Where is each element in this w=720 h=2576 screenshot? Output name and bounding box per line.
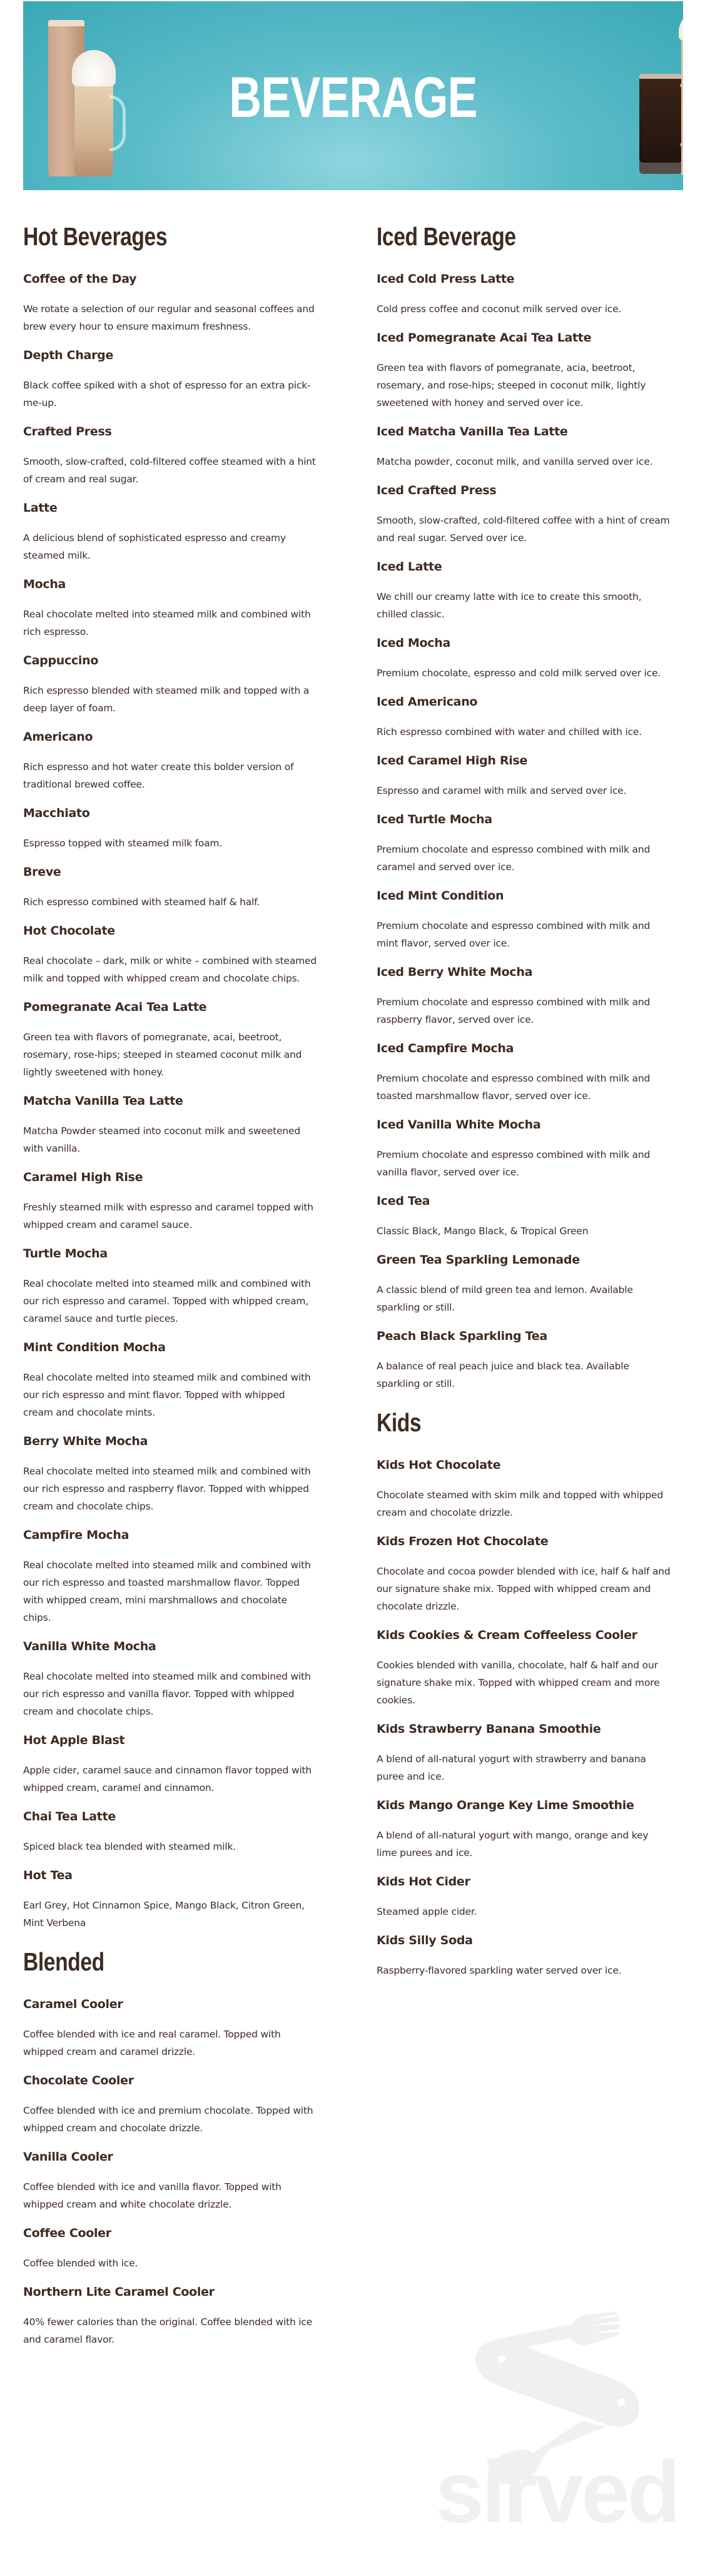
item-name: Hot Chocolate <box>23 924 115 938</box>
item-name: Berry White Mocha <box>23 1434 148 1449</box>
menu-item <box>377 1798 696 1862</box>
menu-item <box>23 923 336 987</box>
item-name: Iced Tea <box>377 1194 430 1209</box>
item-description: Rich espresso and hot water create this bolder version of traditional brewed coffee. <box>23 761 294 791</box>
item-description: A delicious blend of sophisticated espresso and creamy steamed milk. <box>23 532 286 562</box>
item-description: Matcha Powder steamed into coconut milk and sweetened with vanilla. <box>23 1125 300 1155</box>
item-name: Macchiato <box>23 806 90 821</box>
menu-item <box>377 965 696 1028</box>
item-name: Iced Turtle Mocha <box>377 813 492 827</box>
hot-items-list <box>23 271 336 1932</box>
menu-item <box>23 1639 336 1720</box>
menu-item <box>377 559 696 623</box>
item-description: Premium chocolate and espresso combined with milk and mint flavor, served over ice. <box>377 920 651 950</box>
item-name: Depth Charge <box>23 348 114 363</box>
menu-item <box>23 1434 336 1515</box>
item-name: Americano <box>23 730 93 744</box>
kids-items-list <box>377 1458 696 1979</box>
section-title: Kids <box>377 1408 422 1438</box>
item-description: Rich espresso combined with water and chilled with ice. <box>377 726 642 738</box>
item-description: Chocolate and cocoa powder blended with ice, half & half and our signature shake mix. Topped with whipped cream and chocolate drizzle. <box>377 1566 671 1613</box>
item-name: Iced Mint Condition <box>377 889 504 903</box>
item-description: Rich espresso blended with steamed milk and topped with a deep layer of foam. <box>23 685 310 714</box>
item-description: Cold press coffee and coconut milk served over ice. <box>377 303 622 315</box>
item-description: Premium chocolate and espresso combined with milk and vanilla flavor, served over ice. <box>377 1149 651 1179</box>
section-title: Iced Beverage <box>377 222 516 251</box>
item-name: Iced Berry White Mocha <box>377 965 533 980</box>
item-description: Real chocolate melted into steamed milk and combined with our rich espresso and toasted marshmallow flavor. Topped with whipped cream, mini marshmallows and chocolate chips. <box>23 1559 311 1624</box>
menu-item <box>377 1194 696 1240</box>
item-name: Latte <box>23 501 58 515</box>
item-description: Earl Grey, Hot Cinnamon Spice, Mango Black, Citron Green, Mint Verbena <box>23 1900 305 1929</box>
menu-item <box>23 2073 336 2137</box>
item-name: Vanilla White Mocha <box>23 1640 156 1654</box>
item-name: Iced Cold Press Latte <box>377 272 515 287</box>
item-name: Kids Hot Chocolate <box>377 1458 501 1473</box>
menu-item <box>23 1093 336 1157</box>
item-description: Coffee blended with ice. <box>23 2258 138 2269</box>
item-description: A balance of real peach juice and black tea. Available sparkling or still. <box>377 1361 629 1390</box>
item-name: Iced Matcha Vanilla Tea Latte <box>377 425 568 439</box>
right-column <box>377 223 696 1992</box>
item-name: Hot Apple Blast <box>23 1733 125 1748</box>
menu-item <box>377 1252 696 1316</box>
item-name: Campfire Mocha <box>23 1528 129 1543</box>
item-description: Coffee blended with ice and premium chocolate. Topped with whipped cream and chocolate drizzle. <box>23 2105 313 2134</box>
item-description: Premium chocolate and espresso combined with milk and raspberry flavor, served over ice. <box>377 996 651 1026</box>
menu-item <box>23 1809 336 1855</box>
menu-item <box>23 1170 336 1234</box>
item-name: Matcha Vanilla Tea Latte <box>23 1094 183 1108</box>
item-name: Iced Crafted Press <box>377 484 497 498</box>
item-name: Mocha <box>23 577 66 592</box>
item-name: Iced Americano <box>377 695 478 709</box>
menu-item <box>23 424 336 488</box>
item-name: Crafted Press <box>23 425 112 439</box>
menu-item <box>23 729 336 793</box>
item-name: Kids Cookies & Cream Coffeeless Cooler <box>377 1628 637 1643</box>
item-name: Caramel Cooler <box>23 1997 123 2012</box>
item-description: Apple cider, caramel sauce and cinnamon flavor topped with whipped cream, caramel and cinnamon. <box>23 1765 312 1794</box>
item-description: Green tea with flavors of pomegranate, acia, beetroot, rosemary, and rose-hips; steeped in coconut milk, lightly sweetened with honey and served over ice. <box>377 362 646 409</box>
menu-item <box>377 1041 696 1105</box>
item-description: 40% fewer calories than the original. Coffee blended with ice and caramel flavor. <box>23 2316 313 2346</box>
menu-item <box>377 1722 696 1785</box>
item-description: Premium chocolate and espresso combined with milk and caramel and served over ice. <box>377 844 651 873</box>
section-title: Blended <box>23 1947 104 1977</box>
item-description: Spiced black tea blended with steamed milk. <box>23 1841 236 1853</box>
section-blended <box>23 1948 336 2348</box>
blended-items-list <box>23 1997 336 2348</box>
item-description: Black coffee spiked with a shot of espresso for an extra pick-me-up. <box>23 380 311 409</box>
item-name: Hot Tea <box>23 1869 73 1883</box>
iced-items-list <box>377 271 696 1392</box>
left-column <box>23 223 336 2361</box>
item-description: Steamed apple cider. <box>377 1906 477 1918</box>
menu-item <box>23 2284 336 2348</box>
item-description: Matcha powder, coconut milk, and vanilla served over ice. <box>377 456 653 468</box>
item-description: Real chocolate melted into steamed milk and combined with our rich espresso and mint flavor. Topped with whipped cream and chocolate mints. <box>23 1372 311 1419</box>
item-name: Coffee Cooler <box>23 2226 111 2241</box>
menu-item <box>23 348 336 412</box>
menu-item <box>23 1340 336 1421</box>
menu-item <box>377 1329 696 1392</box>
item-name: Iced Campfire Mocha <box>377 1042 514 1056</box>
item-description: Raspberry-flavored sparkling water served over ice. <box>377 1965 622 1977</box>
item-name: Cappuccino <box>23 654 99 668</box>
menu-item <box>23 1246 336 1327</box>
item-description: Green tea with flavors of pomegranate, acai, beetroot, rosemary, rose-hips; steeped in steamed coconut milk and lightly sweetened with honey. <box>23 1032 302 1078</box>
menu-item <box>377 888 696 952</box>
beverage-banner <box>23 1 683 190</box>
menu-item <box>377 694 696 741</box>
item-description: Real chocolate – dark, milk or white – combined with steamed milk and topped with whipped cream and chocolate chips. <box>23 955 317 985</box>
item-name: Iced Pomegranate Acai Tea Latte <box>377 331 592 345</box>
item-name: Green Tea Sparkling Lemonade <box>377 1253 580 1267</box>
item-description: Classic Black, Mango Black, & Tropical Green <box>377 1225 589 1237</box>
item-name: Breve <box>23 865 61 880</box>
item-description: Premium chocolate, espresso and cold milk served over ice. <box>377 667 661 679</box>
menu-item <box>23 865 336 911</box>
menu-item <box>377 1534 696 1615</box>
menu-item <box>377 812 696 876</box>
menu-item <box>377 1933 696 1979</box>
menu-item <box>377 330 696 412</box>
item-name: Kids Mango Orange Key Lime Smoothie <box>377 1798 634 1813</box>
menu-item <box>377 1458 696 1521</box>
menu-item <box>23 1733 336 1797</box>
banner-title: BEVERAGE <box>229 66 477 129</box>
item-name: Kids Hot Cider <box>377 1875 470 1889</box>
item-name: Iced Caramel High Rise <box>377 754 528 768</box>
item-description: Cookies blended with vanilla, chocolate, half & half and our signature shake mix. Topped with whipped cream and more cookies. <box>377 1660 660 1706</box>
item-description: Espresso and caramel with milk and served over ice. <box>377 785 627 797</box>
menu-item <box>377 636 696 682</box>
menu-item <box>377 1117 696 1181</box>
item-name: Caramel High Rise <box>23 1170 143 1185</box>
menu-item <box>23 806 336 852</box>
item-description: Premium chocolate and espresso combined with milk and toasted marshmallow flavor, served over ice. <box>377 1073 651 1102</box>
menu-item <box>377 1874 696 1920</box>
item-name: Kids Strawberry Banana Smoothie <box>377 1722 601 1737</box>
menu-item <box>23 1868 336 1932</box>
item-name: Iced Latte <box>377 560 442 574</box>
menu-item <box>377 1628 696 1709</box>
caramel-frappe-glass-image <box>681 36 683 176</box>
item-description: Real chocolate melted into steamed milk and combined with rich espresso. <box>23 609 311 638</box>
item-description: We rotate a selection of our regular and seasonal coffees and brew every hour to ensure maximum freshness. <box>23 303 315 333</box>
item-name: Vanilla Cooler <box>23 2150 113 2164</box>
item-description: Coffee blended with ice and real caramel. Topped with whipped cream and caramel drizzle. <box>23 2029 281 2058</box>
item-name: Chocolate Cooler <box>23 2074 134 2088</box>
item-description: Rich espresso combined with steamed half & half. <box>23 896 260 908</box>
item-name: Northern Lite Caramel Cooler <box>23 2285 215 2300</box>
menu-item <box>23 1997 336 2061</box>
section-kids <box>377 1409 696 1979</box>
item-name: Coffee of the Day <box>23 272 137 287</box>
item-name: Chai Tea Latte <box>23 1810 116 1824</box>
menu-item <box>377 483 696 547</box>
item-name: Iced Vanilla White Mocha <box>377 1118 541 1132</box>
item-description: A classic blend of mild green tea and lemon. Available sparkling or still. <box>377 1284 633 1314</box>
menu-item <box>23 577 336 641</box>
sirved-watermark <box>400 2277 713 2540</box>
menu-item <box>23 271 336 335</box>
item-description: Smooth, slow-crafted, cold-filtered coffee steamed with a hint of cream and real sugar. <box>23 456 316 485</box>
section-title: Hot Beverages <box>23 222 168 251</box>
menu-item <box>23 1000 336 1081</box>
menu-item <box>23 2149 336 2213</box>
menu-item <box>23 2226 336 2272</box>
menu-item <box>377 753 696 799</box>
item-description: A blend of all-natural yogurt with strawberry and banana puree and ice. <box>377 1753 646 1783</box>
menu-item <box>377 424 696 470</box>
item-description: Smooth, slow-crafted, cold-filtered coffee with a hint of cream and real sugar. Served over ice. <box>377 515 670 544</box>
menu-item <box>23 1528 336 1626</box>
item-description: Real chocolate melted into steamed milk and combined with our rich espresso and raspberry flavor. Topped with whipped cream and chocolate chips. <box>23 1466 311 1513</box>
item-name: Mint Condition Mocha <box>23 1341 166 1355</box>
item-description: Espresso topped with steamed milk foam. <box>23 838 223 849</box>
item-description: Coffee blended with ice and vanilla flavor. Topped with whipped cream and white chocolate drizzle. <box>23 2181 281 2211</box>
item-name: Turtle Mocha <box>23 1247 108 1261</box>
item-description: We chill our creamy latte with ice to create this smooth, chilled classic. <box>377 591 642 621</box>
section-iced-beverage <box>377 223 696 1392</box>
menu-item <box>23 653 336 717</box>
item-name: Peach Black Sparkling Tea <box>377 1329 547 1344</box>
item-name: Kids Frozen Hot Chocolate <box>377 1534 549 1549</box>
item-description: Freshly steamed milk with espresso and caramel topped with whipped cream and caramel sauce. <box>23 1202 313 1231</box>
black-coffee-mug-image <box>639 74 682 174</box>
item-name: Iced Mocha <box>377 636 451 651</box>
menu-item <box>377 271 696 318</box>
menu-item <box>23 500 336 564</box>
section-hot-beverages <box>23 223 336 1932</box>
item-name: Kids Silly Soda <box>377 1934 473 1948</box>
item-description: Chocolate steamed with skim milk and topped with whipped cream and chocolate drizzle. <box>377 1489 663 1519</box>
svg-text:sirved: sirved <box>435 2443 679 2540</box>
item-description: A blend of all-natural yogurt with mango, orange and key lime purees and ice. <box>377 1830 649 1859</box>
cutlery-knife-icon <box>400 2277 713 2540</box>
item-description: Real chocolate melted into steamed milk and combined with our rich espresso and caramel. Topped with whipped cream, caramel sauce and turtle pieces. <box>23 1278 311 1325</box>
caramel-whipped-cream-topping <box>679 11 683 41</box>
item-name: Pomegranate Acai Tea Latte <box>23 1000 207 1015</box>
item-description: Real chocolate melted into steamed milk and combined with our rich espresso and vanilla flavor. Topped with whipped cream and chocolate chips. <box>23 1671 311 1718</box>
